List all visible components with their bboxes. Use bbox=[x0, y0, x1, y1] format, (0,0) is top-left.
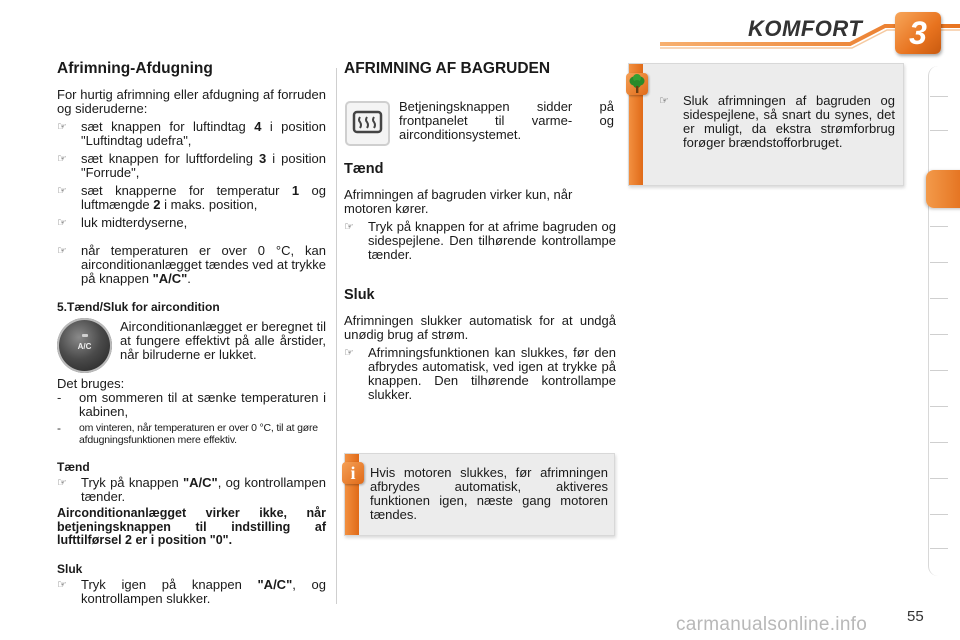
chapter-tab-rail bbox=[928, 66, 960, 576]
chapter-tab-active[interactable] bbox=[926, 170, 960, 208]
subheading-on: Tænd bbox=[57, 460, 90, 474]
pointing-hand-icon: ☞ bbox=[57, 185, 67, 197]
tab-notch bbox=[930, 298, 948, 299]
tab-notch bbox=[930, 514, 948, 515]
list-item: ☞ luk midterdyserne, bbox=[57, 215, 188, 230]
list-item: - om vinteren, når temperaturen er over 0 °C, til at gøre afdugningsfunktionen mere effektiv. bbox=[57, 421, 318, 446]
warning-text: Airconditionanlægget virker ikke, når betjeningsknappen til indstilling af lufttilførsel 2 er i position "0". bbox=[57, 506, 326, 547]
tab-notch bbox=[930, 548, 948, 549]
list-item: ☞ sæt knapperne for temperatur 1 og luftmængde 2 i maks. position, bbox=[57, 183, 326, 212]
rear-defrost-icon bbox=[345, 101, 390, 146]
left-column bbox=[57, 62, 326, 314]
ac-description-text: Airconditionanlægget er beregnet til at fungere effektivt på alle årstider, når bilruderne er lukket. bbox=[120, 319, 326, 362]
ac-button-label: A/C bbox=[77, 342, 92, 351]
info-icon: i bbox=[342, 462, 364, 484]
info-note-box bbox=[344, 453, 615, 536]
uses-label: Det bruges: bbox=[57, 376, 125, 391]
info-note-text: Hvis motoren slukkes, før afrimningen afbrydes automatisk, aktiveres funktionen igen, næste gang motoren tændes. bbox=[370, 465, 608, 522]
page-number: 55 bbox=[907, 608, 924, 625]
list-item: ☞ Tryk på knappen for at afrime bagruden og sidespejlene. Den tilhørende kontrollampe tænder. bbox=[344, 219, 616, 262]
pointing-hand-icon: ☞ bbox=[659, 95, 669, 107]
rear-defrost-intro bbox=[399, 100, 614, 142]
pointing-hand-icon: ☞ bbox=[57, 245, 67, 257]
left-column-lower bbox=[57, 377, 326, 606]
list-item: ☞ sæt knappen for luftfordeling 3 i position "Forrude", bbox=[57, 151, 326, 180]
list-item: ☞ sæt knappen for luftindtag 4 i position "Luftindtag udefra", bbox=[57, 119, 326, 148]
eco-note-box bbox=[628, 63, 904, 186]
pointing-hand-icon: ☞ bbox=[57, 153, 67, 165]
watermark: carmanualsonline.info bbox=[676, 614, 868, 635]
tab-notch bbox=[930, 262, 948, 263]
section-heading-defrost: Afrimning-Afdugning bbox=[57, 60, 213, 77]
tab-notch bbox=[930, 226, 948, 227]
eco-note-item: ☞ Sluk afrimningen af bagruden og sidespejlene, så snart du synes, det er muligt, da ekstra strømforbrug forøger brændstofforbruget. bbox=[659, 93, 895, 150]
pointing-hand-icon: ☞ bbox=[344, 347, 354, 359]
list-item: ☞ Tryk på knappen "A/C", og kontrollampen tænder. bbox=[57, 475, 326, 504]
tab-notch bbox=[930, 442, 948, 443]
ac-indicator-led bbox=[82, 334, 88, 337]
tab-notch bbox=[930, 334, 948, 335]
pointing-hand-icon: ☞ bbox=[57, 121, 67, 133]
subheading-off: Sluk bbox=[57, 561, 83, 576]
chapter-number-badge: 3 bbox=[895, 12, 941, 54]
tab-notch bbox=[930, 406, 948, 407]
list-item: ☞ når temperaturen er over 0 °C, kan airconditionanlægget tændes ved at trykke på knappen "A/C". bbox=[57, 243, 326, 286]
pointing-hand-icon: ☞ bbox=[57, 578, 67, 591]
middle-column bbox=[344, 62, 616, 76]
section-heading-ac: 5.Tænd/Sluk for aircondition bbox=[57, 300, 220, 314]
list-item: ☞ Afrimningsfunktionen kan slukkes, før den afbrydes automatisk, ved igen at trykke på knappen. Den tilhørende kontrollampe slukker. bbox=[344, 345, 616, 402]
middle-column-body bbox=[344, 162, 616, 402]
list-item: ☞ Tryk igen på knappen "A/C", og kontrollampen slukker. bbox=[57, 576, 327, 606]
off-text: Afrimningen slukker automatisk for at undgå unødig brug af strøm. bbox=[344, 313, 616, 342]
ac-description bbox=[120, 320, 326, 362]
subheading-off: Sluk bbox=[344, 287, 375, 303]
tab-notch bbox=[930, 96, 948, 97]
pointing-hand-icon: ☞ bbox=[344, 221, 354, 233]
subheading-on: Tænd bbox=[344, 161, 384, 177]
chapter-title: KOMFORT bbox=[748, 16, 863, 41]
tree-icon bbox=[626, 73, 648, 95]
pointing-hand-icon: ☞ bbox=[57, 217, 67, 229]
intro-text: For hurtig afrimning eller afdugning af forruden og sideruderne: bbox=[57, 87, 326, 116]
rear-defrost-intro-text: Betjeningsknappen sidder på frontpanelet til varme- og airconditionsystemet. bbox=[399, 99, 614, 142]
on-text: Afrimningen af bagruden virker kun, når motoren kører. bbox=[344, 187, 573, 216]
ac-button-image bbox=[57, 318, 112, 373]
tab-notch bbox=[930, 478, 948, 479]
pointing-hand-icon: ☞ bbox=[57, 477, 67, 489]
tab-notch bbox=[930, 370, 948, 371]
section-heading-rear-defrost: AFRIMNING AF BAGRUDEN bbox=[344, 60, 551, 77]
tab-notch bbox=[930, 130, 948, 131]
list-item: - om sommeren til at sænke temperaturen i kabinen, bbox=[57, 390, 326, 419]
column-divider bbox=[336, 68, 337, 604]
